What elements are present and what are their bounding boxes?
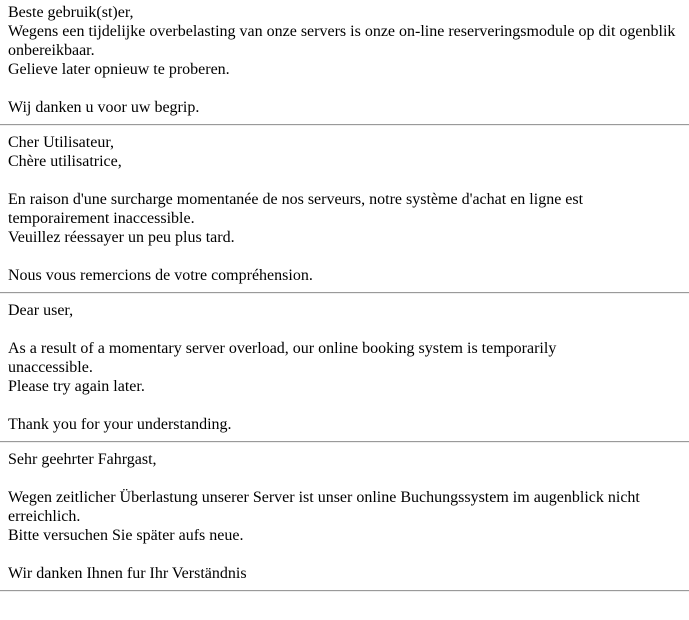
notice-message: Wegens een tijdelijke overbelasting van onze servers is onze on-line reserveringsmodule op dit ogenblik onbereikbaar. (8, 23, 676, 59)
notice-retry: Bitte versuchen Sie später aufs neue. (8, 527, 244, 544)
notice-retry: Gelieve later opnieuw te proberen. (8, 61, 230, 78)
paragraph-gap (8, 469, 681, 488)
notice-thanks: Wir danken Ihnen fur Ihr Verständnis (8, 565, 247, 582)
notice-english (8, 301, 681, 434)
section-divider (0, 124, 689, 126)
notice-message: Wegen zeitlicher Überlastung unserer Server ist unser online Buchungssystem im augenblick nicht erreichlich. (8, 489, 640, 525)
notice-message: En raison d'une surcharge momentanée de nos serveurs, notre système d'achat en ligne est temporairement inaccessible. (8, 191, 584, 227)
notice-retry: Veuillez réessayer un peu plus tard. (8, 229, 235, 246)
notice-german (8, 450, 681, 583)
notice-dutch (8, 3, 681, 117)
notice-message: As a result of a momentary server overload, our online booking system is temporarily unaccessible. (8, 340, 557, 376)
notice-thanks: Nous vous remercions de votre compréhension. (8, 267, 313, 284)
notice-greeting: Cher Utilisateur, (8, 134, 114, 151)
paragraph-gap (8, 247, 681, 266)
notice-french (8, 133, 681, 285)
notice-retry: Please try again later. (8, 378, 145, 395)
notice-greeting: Sehr geehrter Fahrgast, (8, 451, 157, 468)
notice-greeting: Dear user, (8, 302, 74, 319)
paragraph-gap (8, 320, 681, 339)
paragraph-gap (8, 79, 681, 98)
notice-thanks: Thank you for your understanding. (8, 416, 232, 433)
notice-greeting: Beste gebruik(st)er, (8, 4, 134, 21)
notice-thanks: Wij danken u voor uw begrip. (8, 99, 200, 116)
paragraph-gap (8, 545, 681, 564)
paragraph-gap (8, 396, 681, 415)
notice-greeting-alt: Chère utilisatrice, (8, 153, 122, 170)
section-divider (0, 292, 689, 294)
section-divider (0, 590, 689, 592)
paragraph-gap (8, 171, 681, 190)
section-divider (0, 441, 689, 443)
